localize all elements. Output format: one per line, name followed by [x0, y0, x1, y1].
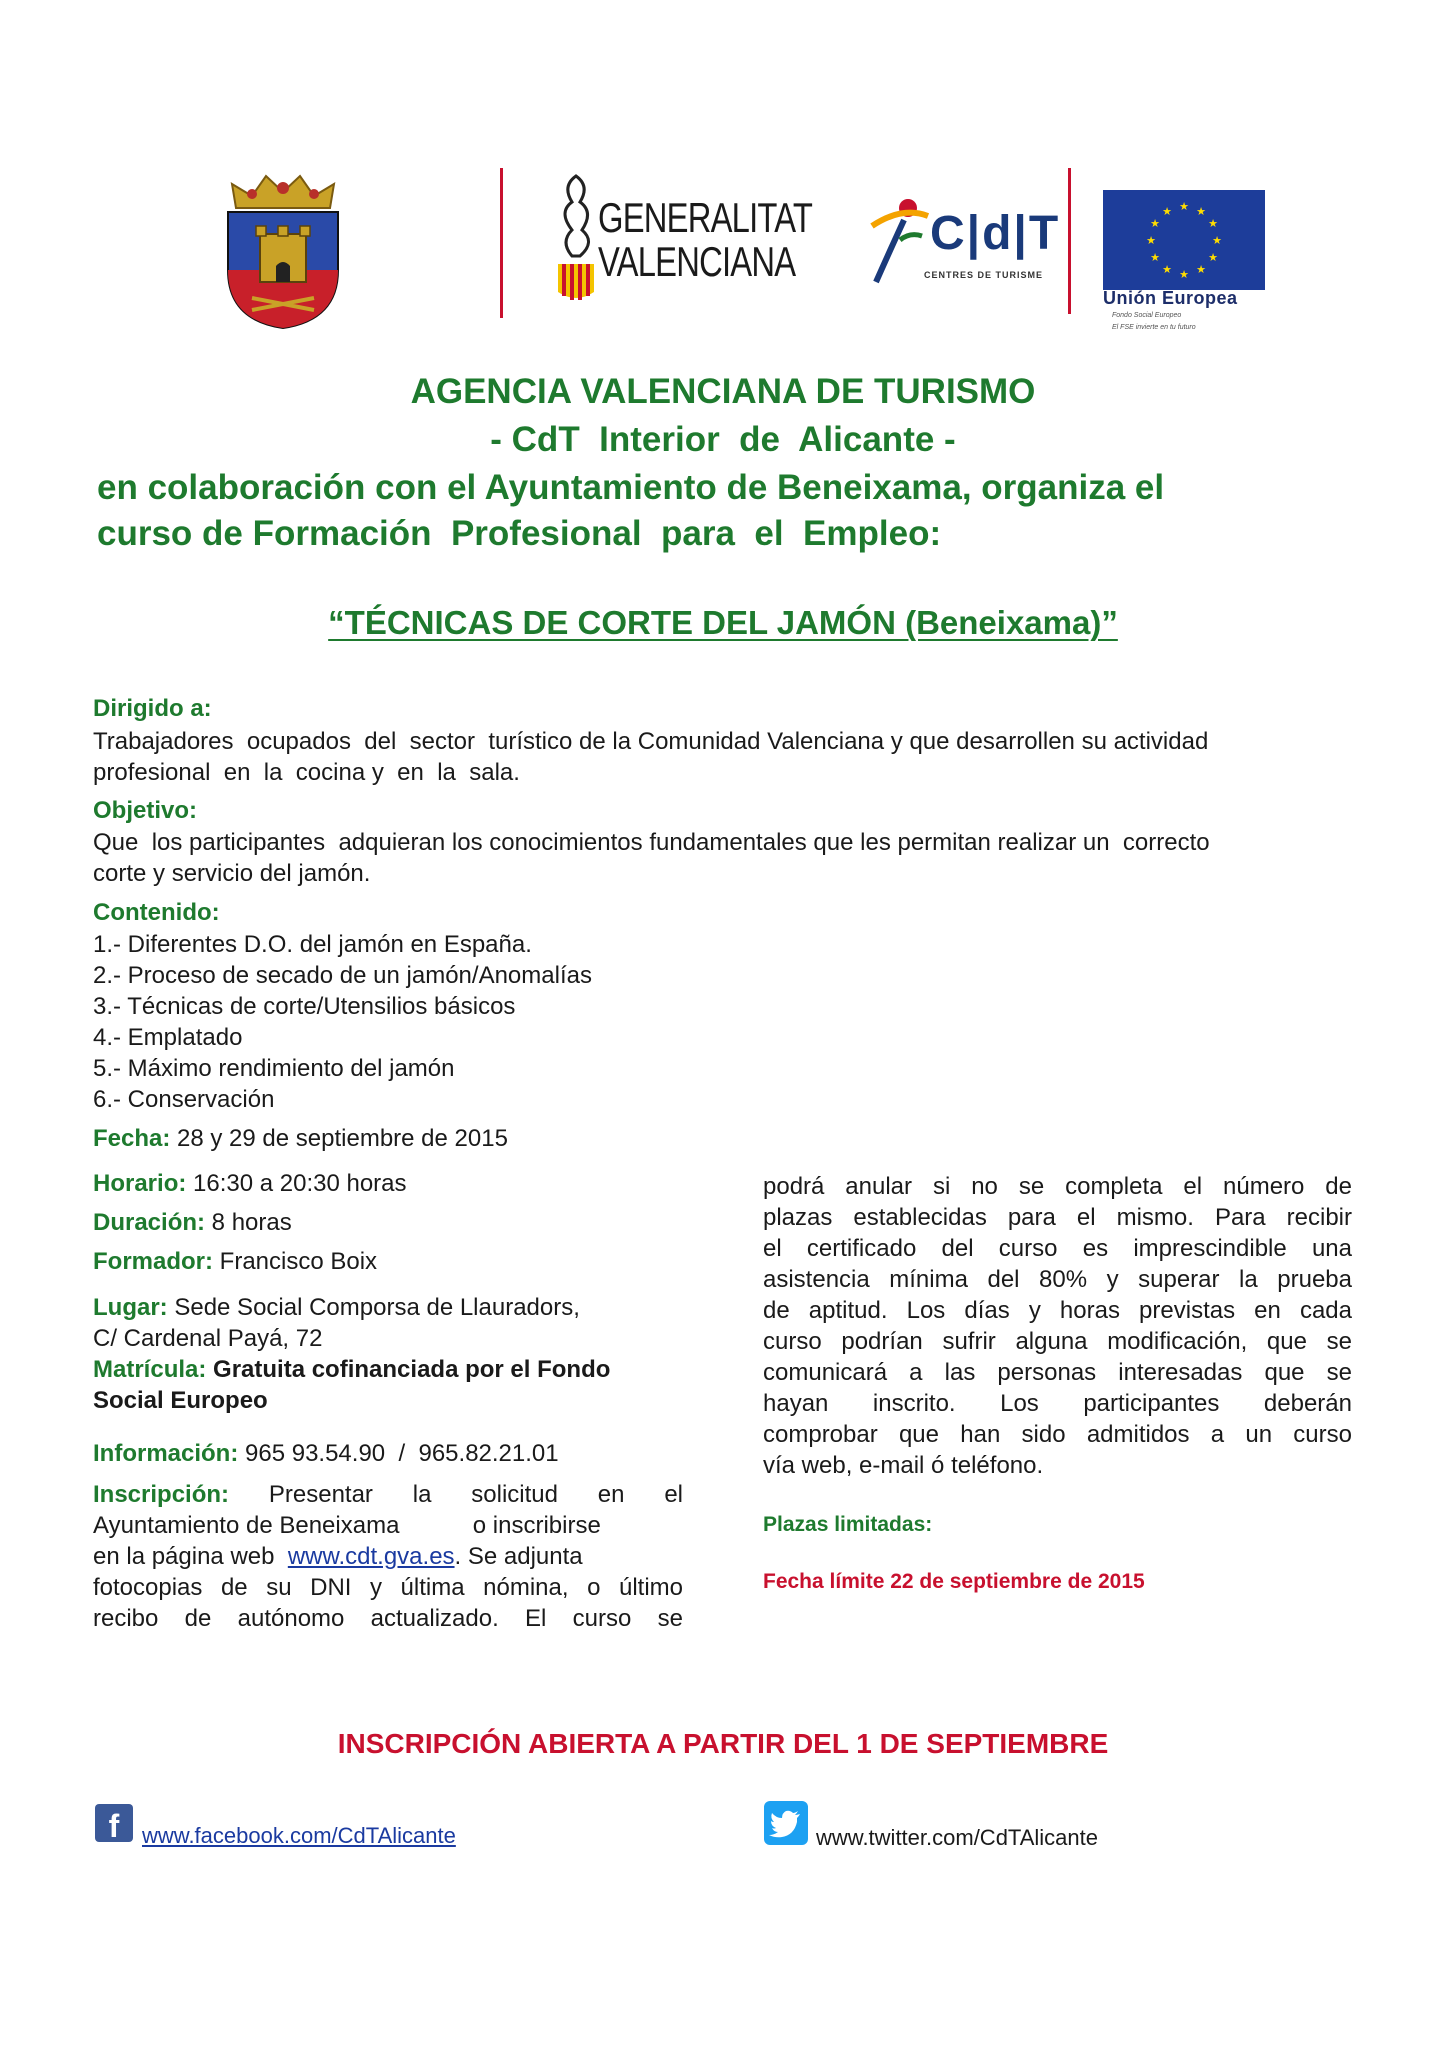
contenido-item-4: 4.- Emplatado — [93, 1024, 243, 1051]
course-title-text: “TÉCNICAS DE CORTE DEL JAMÓN (Beneixama)” — [328, 604, 1118, 641]
contenido-item-3: 3.- Técnicas de corte/Utensilios básicos — [93, 993, 516, 1020]
right-line-4: asistencia mínima del 80% y superar la prueba — [763, 1266, 1352, 1293]
inscripcion-line1 — [93, 1479, 683, 1510]
heading-line4: curso de Formación Profesional para el Empleo: — [97, 514, 942, 553]
informacion-label: Información: — [93, 1440, 239, 1467]
objetivo-label: Objetivo: — [93, 797, 198, 824]
objetivo-line1: Que los participantes adquieran los conocimientos fundamentales que les permitan realizar un correcto — [93, 829, 1210, 856]
twitter-link[interactable]: www.twitter.com/CdTAlicante — [816, 1825, 1099, 1850]
right-line-8: hayan inscrito. Los participantes deberán — [763, 1390, 1352, 1417]
heading-line2: - CdT Interior de Alicante - — [490, 420, 956, 459]
contenido-item-1: 1.- Diferentes D.O. del jamón en España. — [93, 931, 532, 958]
logo-separator — [500, 168, 503, 318]
svg-text:★: ★ — [1196, 263, 1206, 276]
inscripcion-label: Inscripción: — [93, 1481, 230, 1508]
inscripcion-line1-text: Presentar la solicitud en el — [268, 1481, 684, 1508]
horario-label: Horario: — [93, 1170, 187, 1197]
inscripcion-line5: recibo de autónomo actualizado. El curso se — [93, 1605, 683, 1632]
twitter-icon[interactable] — [764, 1801, 808, 1845]
inscripcion-abierta-banner: INSCRIPCIÓN ABIERTA A PARTIR DEL 1 DE SEPTIEMBRE — [337, 1728, 1109, 1759]
matricula-row — [93, 1354, 610, 1385]
eu-flag-icon — [1103, 190, 1265, 290]
contenido-item-5: 5.- Máximo rendimiento del jamón — [93, 1055, 455, 1082]
informacion-value: 965 93.54.90 / 965.82.21.01 — [238, 1440, 559, 1467]
right-line-10: vía web, e-mail ó teléfono. — [763, 1452, 1044, 1479]
fecha-limite: Fecha límite 22 de septiembre de 2015 — [763, 1570, 1145, 1593]
generalitat-line1: GENERALITAT — [598, 194, 813, 241]
eu-tiny-line1: Fondo Social Europeo — [1112, 312, 1182, 319]
svg-text:★: ★ — [1208, 251, 1218, 264]
cdt-logo-text: C|d|T — [930, 207, 1061, 260]
lugar-row — [93, 1292, 580, 1323]
heading-line1: AGENCIA VALENCIANA DE TURISMO — [410, 372, 1036, 411]
svg-text:★: ★ — [1212, 234, 1222, 247]
duracion-label: Duración: — [93, 1209, 206, 1236]
duracion-value: 8 horas — [205, 1209, 292, 1236]
svg-text:★: ★ — [1162, 263, 1172, 276]
svg-text:★: ★ — [1146, 234, 1156, 247]
matricula-label: Matrícula: — [93, 1356, 207, 1383]
right-line-1: podrá anular si no se completa el número de — [763, 1173, 1352, 1200]
matricula-value: Gratuita cofinanciada por el Fondo — [206, 1356, 611, 1383]
inscripcion-line4: fotocopias de su DNI y última nómina, o último — [93, 1574, 683, 1601]
svg-text:★: ★ — [1179, 200, 1189, 213]
right-line-3: el certificado del curso es imprescindible una — [763, 1235, 1352, 1262]
cdt-logo-subtitle: CENTRES DE TURISME — [924, 270, 1044, 280]
svg-text:★: ★ — [1208, 217, 1218, 230]
logo-separator-2 — [1068, 168, 1071, 314]
course-title — [0, 604, 1446, 642]
fecha-value: 28 y 29 de septiembre de 2015 — [170, 1125, 508, 1152]
dirigido-line2: profesional en la cocina y en la sala. — [93, 759, 520, 786]
horario-value: 16:30 a 20:30 horas — [186, 1170, 407, 1197]
informacion-row — [93, 1438, 559, 1469]
right-line-7: comunicará a las personas interesadas que se — [763, 1359, 1352, 1386]
plazas-limitadas: Plazas limitadas: — [763, 1513, 933, 1536]
formador-label: Formador: — [93, 1248, 213, 1275]
lugar-value: Sede Social Comporsa de Llauradors, — [167, 1294, 580, 1321]
generalitat-logo-text — [598, 196, 812, 284]
svg-text:★: ★ — [1150, 251, 1160, 264]
horario-row — [93, 1168, 407, 1199]
eu-label: Unión Europea — [1103, 288, 1238, 308]
svg-text:★: ★ — [1196, 205, 1206, 218]
contenido-item-2: 2.- Proceso de secado de un jamón/Anomalías — [93, 962, 592, 989]
inscripcion-line3-post: . Se adjunta — [454, 1543, 583, 1570]
contenido-label: Contenido: — [93, 899, 220, 926]
svg-text:★: ★ — [1150, 217, 1160, 230]
objetivo-line2: corte y servicio del jamón. — [93, 860, 371, 887]
dirigido-label: Dirigido a: — [93, 695, 212, 722]
matricula-line2: Social Europeo — [93, 1387, 268, 1414]
inscripcion-line3 — [93, 1541, 583, 1572]
eu-tiny-line2: El FSE invierte en tu futuro — [1112, 324, 1196, 331]
cdt-website-link[interactable]: www.cdt.gva.es — [287, 1543, 455, 1570]
generalitat-line2: VALENCIANA — [598, 238, 796, 285]
dirigido-line1: Trabajadores ocupados del sector turístico de la Comunidad Valenciana y que desarrollen su actividad — [93, 728, 1209, 755]
inscripcion-line2: Ayuntamiento de Beneixama o inscribirse — [93, 1512, 601, 1539]
right-line-2: plazas establecidas para el mismo. Para recibir — [763, 1204, 1352, 1231]
heading-line3: en colaboración con el Ayuntamiento de Beneixama, organiza el — [97, 468, 1165, 507]
right-line-5: de aptitud. Los días y horas previstas en cada — [763, 1297, 1352, 1324]
cdt-person-icon — [862, 196, 932, 288]
svg-text:★: ★ — [1162, 205, 1172, 218]
inscripcion-line3-pre: en la página web — [93, 1543, 288, 1570]
duracion-row — [93, 1207, 292, 1238]
formador-row — [93, 1246, 377, 1277]
svg-text:★: ★ — [1179, 268, 1189, 281]
facebook-link[interactable]: www.facebook.com/CdTAlicante — [142, 1823, 456, 1848]
fecha-row — [93, 1123, 508, 1154]
facebook-icon[interactable]: f — [95, 1804, 133, 1842]
lugar-label: Lugar: — [93, 1294, 168, 1321]
contenido-item-6: 6.- Conservación — [93, 1086, 275, 1113]
fecha-label: Fecha: — [93, 1125, 171, 1152]
formador-value: Francisco Boix — [213, 1248, 378, 1275]
right-line-9: comprobar que han sido admitidos a un curso — [763, 1421, 1352, 1448]
beneixama-coat-of-arms — [222, 170, 344, 330]
lugar-line2: C/ Cardenal Payá, 72 — [93, 1325, 323, 1352]
generalitat-valenciana-emblem — [550, 172, 602, 302]
right-line-6: curso podrían sufrir alguna modificación, que se — [763, 1328, 1352, 1355]
